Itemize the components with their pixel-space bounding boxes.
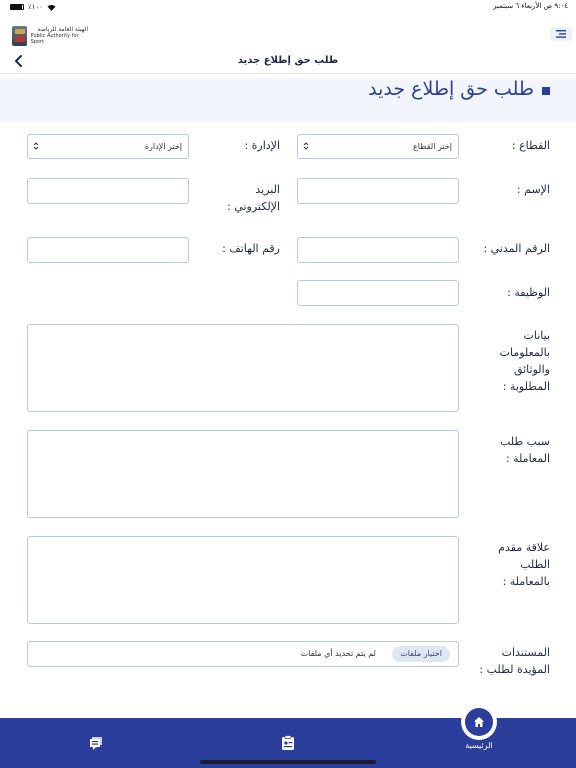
job-field[interactable] (297, 280, 459, 306)
select-arrows-icon (33, 140, 39, 152)
chat-icon (88, 735, 104, 751)
info-textarea[interactable] (27, 324, 459, 412)
choose-files-button[interactable]: اختيار ملفات (392, 646, 450, 662)
file-status-text: لم يتم تحديد أي ملفات (300, 649, 376, 658)
civil-id-label: الرقم المدني : (483, 242, 550, 255)
relation-label: علاقة مقدم الطلب بالمعاملة : (498, 541, 550, 588)
home-icon (473, 716, 485, 728)
emblem-icon (12, 26, 27, 46)
tab-home-label: الرئيسية (465, 741, 493, 750)
nav-bar (0, 50, 576, 74)
email-label: البريد الإلكتروني : (227, 183, 280, 213)
logo-text-arabic: الهيئة العامة للرياضة (37, 26, 88, 33)
status-left (10, 3, 56, 11)
form-banner (0, 78, 576, 122)
phone-label: رقم الهاتف : (222, 242, 280, 255)
square-bullet-icon (542, 87, 550, 95)
authority-logo (12, 26, 88, 46)
sector-select-value: إختر القطاع (412, 142, 452, 151)
reason-textarea[interactable] (27, 430, 459, 518)
status-date: الأربعاء ٦ سبتمبر (493, 2, 542, 10)
status-time: ٩:٠٤ ص (543, 2, 568, 10)
app-header (0, 22, 576, 50)
reason-label: سبب طلب المعاملة : (499, 435, 550, 465)
logo-text (31, 27, 88, 45)
info-label: بيانات بالمعلومات والوثائق المطلوبة : (499, 329, 550, 393)
sector-select[interactable] (297, 134, 459, 159)
bottom-tab-bar (0, 718, 576, 768)
logo-text-english: Public Authority for Sport (30, 33, 79, 45)
relation-textarea[interactable] (27, 536, 459, 624)
sector-label: القطاع : (511, 139, 550, 152)
status-right (493, 2, 568, 10)
page-title: طلب حق إطلاع جديد (237, 55, 339, 66)
status-bar (0, 0, 576, 14)
clipboard-icon (280, 735, 296, 751)
home-button-inner (465, 708, 493, 736)
name-field[interactable] (297, 178, 459, 204)
department-select[interactable] (27, 134, 189, 159)
home-indicator (200, 760, 376, 764)
department-label: الإدارة : (244, 139, 280, 152)
tab-home[interactable] (461, 704, 497, 740)
banner-title: طلب حق إطلاع جديد (368, 78, 534, 100)
select-arrows-icon (303, 140, 309, 152)
civil-id-field[interactable] (297, 237, 459, 263)
department-select-value: إختر الإدارة (144, 142, 182, 151)
file-upload-field[interactable] (27, 641, 459, 667)
battery-icon (10, 4, 24, 10)
battery-percent: ٪١٠٠ (28, 3, 44, 11)
email-field[interactable] (27, 178, 189, 204)
menu-button[interactable] (550, 27, 572, 41)
menu-icon (556, 30, 566, 38)
phone-field[interactable] (27, 237, 189, 263)
wifi-icon (47, 4, 56, 11)
tab-messages[interactable] (86, 718, 106, 768)
docs-label: المستندات المؤيدة لطلب : (479, 646, 550, 676)
job-label: الوظيفة : (507, 286, 550, 299)
name-label: الإسم : (516, 183, 550, 196)
